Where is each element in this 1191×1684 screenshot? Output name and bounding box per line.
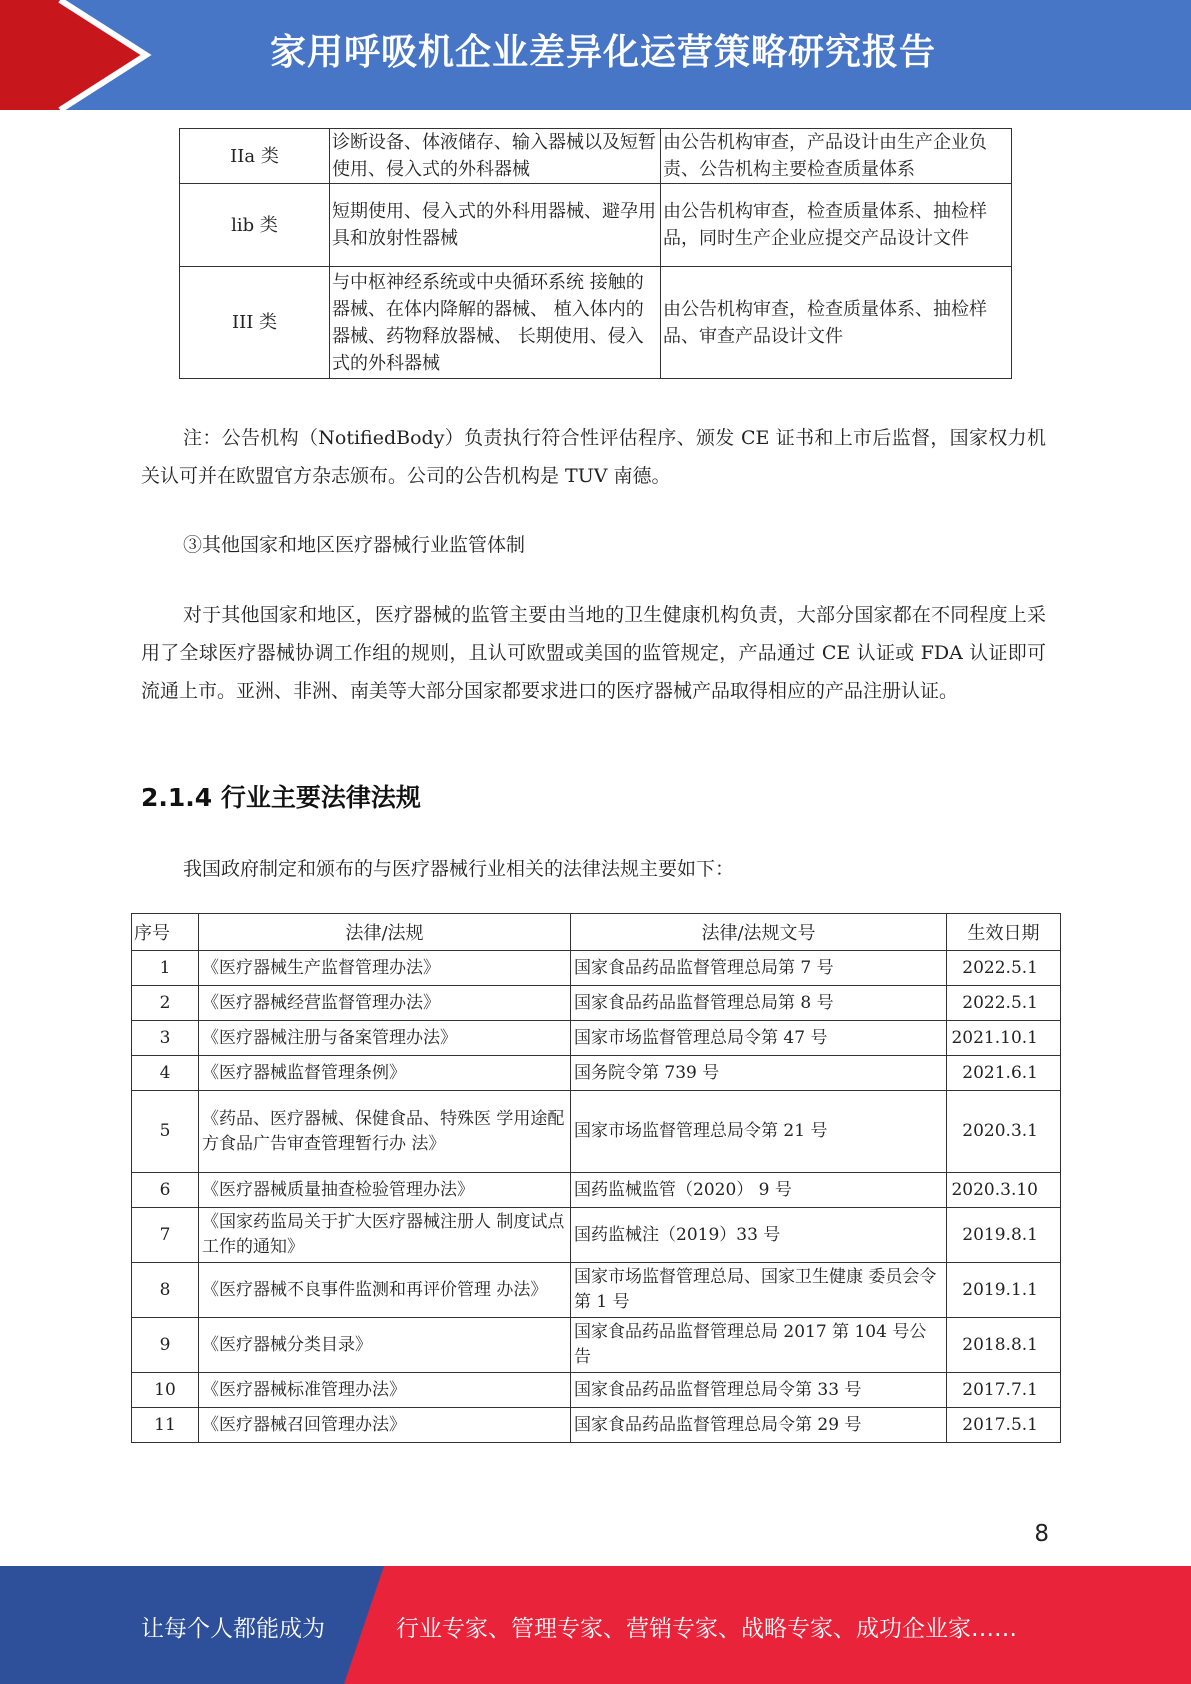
table-row	[132, 1021, 1061, 1056]
law-name: 《药品、医疗器械、保健食品、特殊医 学用途配方食品广告审查管理暂行办 法》	[199, 1091, 571, 1173]
table-row	[132, 986, 1061, 1021]
table-row	[180, 129, 1012, 184]
row-number: 11	[132, 1408, 199, 1443]
doc-number: 国家市场监督管理总局令第 21 号	[571, 1091, 947, 1173]
effective-date: 2021.6.1	[947, 1056, 1061, 1091]
table-intro: 我国政府制定和颁布的与医疗器械行业相关的法律法规主要如下：	[183, 858, 735, 880]
doc-number: 国家食品药品监督管理总局令第 33 号	[571, 1373, 947, 1408]
table-row	[132, 951, 1061, 986]
doc-number: 国家食品药品监督管理总局令第 29 号	[571, 1408, 947, 1443]
scope-cell: 诊断设备、体液储存、输入器械以及短暂使用、侵入式的外科器械	[330, 129, 661, 184]
header-number: 序号	[132, 914, 199, 951]
law-name: 《医疗器械注册与备案管理办法》	[199, 1021, 571, 1056]
table-row	[132, 1408, 1061, 1443]
table-row	[132, 1263, 1061, 1318]
section-title: 2.1.4 行业主要法律法规	[141, 783, 421, 812]
law-name: 《医疗器械经营监督管理办法》	[199, 986, 571, 1021]
doc-number: 国家食品药品监督管理总局 2017 第 104 号公告	[571, 1318, 947, 1373]
effective-date: 2018.8.1	[947, 1318, 1061, 1373]
body-paragraph: 对于其他国家和地区，医疗器械的监管主要由当地的卫生健康机构负责，大部分国家都在不同程度上采用了全球医疗器械协调工作组的规则，且认可欧盟或美国的监管规定，产品通过 CE 认证或 FDA 认证即可流通上市。亚洲、非洲、南美等大部分国家都要求进口的医疗器械产品取得相应的产品注册认证。	[141, 604, 1046, 702]
doc-number: 国务院令第 739 号	[571, 1056, 947, 1091]
table-row	[180, 267, 1012, 379]
process-cell: 由公告机构审查，检查质量体系、抽检样品，同时生产企业应提交产品设计文件	[661, 184, 1012, 267]
class-cell: III 类	[180, 267, 330, 379]
row-number: 4	[132, 1056, 199, 1091]
report-title: 家用呼吸机企业差异化运营策略研究报告	[270, 32, 937, 73]
effective-date: 2020.3.10	[947, 1173, 1061, 1208]
law-name: 《医疗器械不良事件监测和再评价管理 办法》	[199, 1263, 571, 1318]
law-name: 《医疗器械召回管理办法》	[199, 1408, 571, 1443]
header-banner	[0, 0, 1191, 110]
effective-date: 2017.5.1	[947, 1408, 1061, 1443]
doc-number: 国家市场监督管理总局令第 47 号	[571, 1021, 947, 1056]
scope-cell: 短期使用、侵入式的外科用器械、避孕用具和放射性器械	[330, 184, 661, 267]
table-row	[132, 1173, 1061, 1208]
effective-date: 2022.5.1	[947, 986, 1061, 1021]
row-number: 1	[132, 951, 199, 986]
effective-date: 2017.7.1	[947, 1373, 1061, 1408]
scope-cell: 与中枢神经系统或中央循环系统 接触的器械、在体内降解的器械、 植入体内的器械、药物释放器械、 长期使用、侵入式的外科器械	[330, 267, 661, 379]
row-number: 9	[132, 1318, 199, 1373]
footer-slogan-roles: 行业专家、管理专家、营销专家、战略专家、成功企业家……	[396, 1616, 1017, 1642]
table-row	[132, 1318, 1061, 1373]
effective-date: 2019.8.1	[947, 1208, 1061, 1263]
doc-number: 国家食品药品监督管理总局第 7 号	[571, 951, 947, 986]
table-row	[132, 1208, 1061, 1263]
effective-date: 2019.1.1	[947, 1263, 1061, 1318]
effective-date: 2021.10.1	[947, 1021, 1061, 1056]
table-row	[180, 184, 1012, 267]
note-paragraph: 注：公告机构（NotifiedBody）负责执行符合性评估程序、颁发 CE 证书和上市后监督，国家权力机关认可并在欧盟官方杂志颁布。公司的公告机构是 TUV 南德。	[141, 427, 1046, 487]
process-cell: 由公告机构审查，检查质量体系、抽检样品、审查产品设计文件	[661, 267, 1012, 379]
law-name: 《医疗器械标准管理办法》	[199, 1373, 571, 1408]
class-cell: lib 类	[180, 184, 330, 267]
doc-number: 国家市场监督管理总局、国家卫生健康 委员会令第 1 号	[571, 1263, 947, 1318]
row-number: 10	[132, 1373, 199, 1408]
law-name: 《医疗器械分类目录》	[199, 1318, 571, 1373]
law-name: 《国家药监局关于扩大医疗器械注册人 制度试点工作的通知》	[199, 1208, 571, 1263]
doc-number: 国家食品药品监督管理总局第 8 号	[571, 986, 947, 1021]
effective-date: 2020.3.1	[947, 1091, 1061, 1173]
footer-slogan-lead: 让每个人都能成为	[141, 1616, 325, 1642]
table-header-row	[132, 914, 1061, 951]
classification-table	[179, 128, 1012, 379]
subheading-other-regions: ③其他国家和地区医疗器械行业监管体制	[183, 534, 526, 556]
row-number: 2	[132, 986, 199, 1021]
header-law: 法律/法规	[199, 914, 571, 951]
footer-banner	[0, 1566, 1191, 1684]
row-number: 7	[132, 1208, 199, 1263]
row-number: 6	[132, 1173, 199, 1208]
row-number: 8	[132, 1263, 199, 1318]
law-name: 《医疗器械监督管理条例》	[199, 1056, 571, 1091]
header-effective-date: 生效日期	[947, 914, 1061, 951]
header-doc-number: 法律/法规文号	[571, 914, 947, 951]
row-number: 5	[132, 1091, 199, 1173]
class-cell: IIa 类	[180, 129, 330, 184]
table-row	[132, 1056, 1061, 1091]
law-regulation-table	[131, 913, 1061, 1443]
table-row	[132, 1091, 1061, 1173]
row-number: 3	[132, 1021, 199, 1056]
page-number: 8	[1034, 1521, 1049, 1547]
process-cell: 由公告机构审查，产品设计由生产企业负责、公告机构主要检查质量体系	[661, 129, 1012, 184]
header-arrow-shape	[0, 0, 160, 110]
doc-number: 国药监械监管（2020） 9 号	[571, 1173, 947, 1208]
law-name: 《医疗器械质量抽查检验管理办法》	[199, 1173, 571, 1208]
effective-date: 2022.5.1	[947, 951, 1061, 986]
doc-number: 国药监械注（2019）33 号	[571, 1208, 947, 1263]
law-name: 《医疗器械生产监督管理办法》	[199, 951, 571, 986]
table-row	[132, 1373, 1061, 1408]
